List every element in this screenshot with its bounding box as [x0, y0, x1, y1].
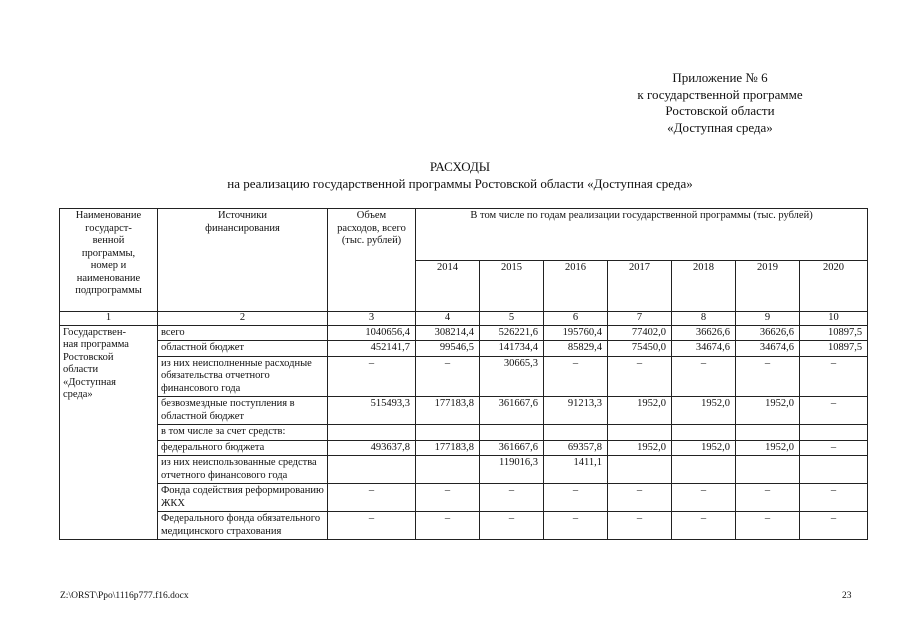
value-cell: –	[672, 484, 736, 512]
source-cell: безвозмездные поступления в областной бюджет	[158, 397, 328, 425]
value-cell: 361667,6	[480, 440, 544, 456]
header-volume-line: Объем	[356, 210, 387, 221]
value-cell: –	[608, 484, 672, 512]
column-number: 2	[158, 312, 328, 326]
value-cell: –	[416, 512, 480, 540]
header-program-name	[60, 209, 158, 312]
table-row	[60, 356, 868, 397]
program-name-line: ная программа	[63, 339, 129, 350]
value-cell: 361667,6	[480, 397, 544, 425]
value-cell: –	[800, 484, 868, 512]
title-subtitle: на реализацию государственной программы Ростовской области «Доступная среда»	[227, 176, 693, 191]
header-year: 2016	[544, 260, 608, 312]
value-cell: 30665,3	[480, 356, 544, 397]
value-cell	[328, 425, 416, 441]
value-cell: –	[416, 356, 480, 397]
value-cell: 1040656,4	[328, 325, 416, 341]
value-cell: 91213,3	[544, 397, 608, 425]
value-cell: –	[328, 512, 416, 540]
value-cell	[736, 425, 800, 441]
table-row	[60, 512, 868, 540]
column-number-row	[60, 312, 868, 326]
value-cell: 75450,0	[608, 341, 672, 357]
program-name-cell	[60, 325, 158, 540]
value-cell	[672, 425, 736, 441]
value-cell: –	[480, 484, 544, 512]
header-volume-line: (тыс. рублей)	[341, 235, 402, 246]
value-cell: –	[672, 512, 736, 540]
header-year: 2014	[416, 260, 480, 312]
table-row	[60, 456, 868, 484]
value-cell: –	[672, 356, 736, 397]
header-sources	[158, 209, 328, 312]
header-name-line: государст-	[85, 222, 132, 234]
column-number: 3	[328, 312, 416, 326]
source-cell: Фонда содействия реформированию ЖКХ	[158, 484, 328, 512]
value-cell	[608, 425, 672, 441]
value-cell: –	[800, 512, 868, 540]
column-number: 6	[544, 312, 608, 326]
value-cell: 69357,8	[544, 440, 608, 456]
source-cell: Федерального фонда обязательного медицинского страхования	[158, 512, 328, 540]
value-cell: –	[544, 356, 608, 397]
value-cell: –	[416, 484, 480, 512]
value-cell: –	[608, 356, 672, 397]
source-cell: из них неиспользованные средства отчетного финансового года	[158, 456, 328, 484]
value-cell: 119016,3	[480, 456, 544, 484]
value-cell: 36626,6	[736, 325, 800, 341]
column-number: 7	[608, 312, 672, 326]
column-number: 10	[800, 312, 868, 326]
header-year: 2020	[800, 260, 868, 312]
program-name-line: «Доступная	[63, 376, 117, 388]
header-volume-line: расходов, всего	[337, 222, 406, 234]
appendix-line-3: Ростовской области	[665, 103, 775, 118]
value-cell: 34674,6	[736, 341, 800, 357]
value-cell: –	[736, 484, 800, 512]
header-year: 2015	[480, 260, 544, 312]
value-cell: 195760,4	[544, 325, 608, 341]
value-cell: 1952,0	[736, 397, 800, 425]
header-sources-line: финансирования	[205, 222, 280, 234]
header-row-1	[60, 209, 868, 261]
appendix-line-4: «Доступная среда»	[667, 119, 773, 135]
value-cell: 308214,4	[416, 325, 480, 341]
value-cell: –	[800, 397, 868, 425]
value-cell: 36626,6	[672, 325, 736, 341]
program-name-line: Государствен-	[63, 326, 126, 338]
header-year: 2018	[672, 260, 736, 312]
header-name-line: программы,	[81, 247, 136, 259]
column-number: 4	[416, 312, 480, 326]
source-cell: федерального бюджета	[158, 440, 328, 456]
appendix-header	[560, 70, 880, 136]
appendix-number: Приложение № 6	[672, 70, 768, 85]
value-cell: 10897,5	[800, 325, 868, 341]
table-row	[60, 484, 868, 512]
value-cell	[416, 425, 480, 441]
value-cell: –	[328, 484, 416, 512]
source-cell: всего	[158, 325, 328, 341]
header-name-line: венной	[92, 235, 125, 246]
column-number: 1	[60, 312, 158, 326]
table-row	[60, 425, 868, 441]
value-cell: –	[544, 484, 608, 512]
value-cell	[416, 456, 480, 484]
value-cell: –	[544, 512, 608, 540]
value-cell	[328, 456, 416, 484]
header-volume	[328, 209, 416, 312]
value-cell	[800, 425, 868, 441]
value-cell	[800, 456, 868, 484]
program-name-line: среда»	[63, 389, 93, 400]
header-name-line: Наименование	[75, 210, 142, 221]
header-sources-line: Источники	[218, 210, 267, 221]
value-cell: –	[608, 512, 672, 540]
header-name-line: наименование	[76, 272, 141, 284]
value-cell: 177183,8	[416, 397, 480, 425]
value-cell: –	[328, 356, 416, 397]
source-cell: областной бюджет	[158, 341, 328, 357]
column-number: 8	[672, 312, 736, 326]
value-cell: 1411,1	[544, 456, 608, 484]
value-cell: 77402,0	[608, 325, 672, 341]
value-cell: –	[736, 356, 800, 397]
table-row	[60, 325, 868, 341]
value-cell: 99546,5	[416, 341, 480, 357]
value-cell: 1952,0	[672, 397, 736, 425]
value-cell: 526221,6	[480, 325, 544, 341]
column-number: 5	[480, 312, 544, 326]
header-name-line: подпрограммы	[75, 285, 142, 296]
program-name-line: области	[63, 364, 99, 375]
source-cell: из них неисполненные расходные обязательства отчетного финансового года	[158, 356, 328, 397]
value-cell: 1952,0	[608, 440, 672, 456]
header-name-line: номер и	[90, 260, 127, 271]
value-cell: –	[480, 512, 544, 540]
value-cell	[544, 425, 608, 441]
value-cell: 34674,6	[672, 341, 736, 357]
value-cell: 1952,0	[736, 440, 800, 456]
document-title	[60, 158, 860, 192]
appendix-line-2: к государственной программе	[637, 86, 803, 102]
table-row	[60, 397, 868, 425]
value-cell	[608, 456, 672, 484]
value-cell: 141734,4	[480, 341, 544, 357]
value-cell: 1952,0	[672, 440, 736, 456]
program-name-line: Ростовской	[63, 351, 114, 363]
value-cell: 1952,0	[608, 397, 672, 425]
value-cell: 177183,8	[416, 440, 480, 456]
expenses-table	[59, 208, 868, 540]
value-cell	[672, 456, 736, 484]
value-cell: 452141,7	[328, 341, 416, 357]
table-row	[60, 341, 868, 357]
header-year: 2017	[608, 260, 672, 312]
value-cell: 10897,5	[800, 341, 868, 357]
header-year: 2019	[736, 260, 800, 312]
title-main: РАСХОДЫ	[429, 159, 491, 174]
footer-file-path: Z:\ORST\Ppo\1116p777.f16.docx	[60, 591, 189, 601]
value-cell: 493637,8	[328, 440, 416, 456]
value-cell: –	[736, 512, 800, 540]
value-cell: –	[800, 440, 868, 456]
footer-page-number: 23	[842, 591, 852, 601]
value-cell	[736, 456, 800, 484]
source-cell: в том числе за счет средств:	[158, 425, 328, 441]
column-number: 9	[736, 312, 800, 326]
table-row	[60, 440, 868, 456]
value-cell: 515493,3	[328, 397, 416, 425]
value-cell: –	[800, 356, 868, 397]
value-cell	[480, 425, 544, 441]
value-cell: 85829,4	[544, 341, 608, 357]
header-by-years: В том числе по годам реализации государственной программы (тыс. рублей)	[416, 209, 868, 261]
